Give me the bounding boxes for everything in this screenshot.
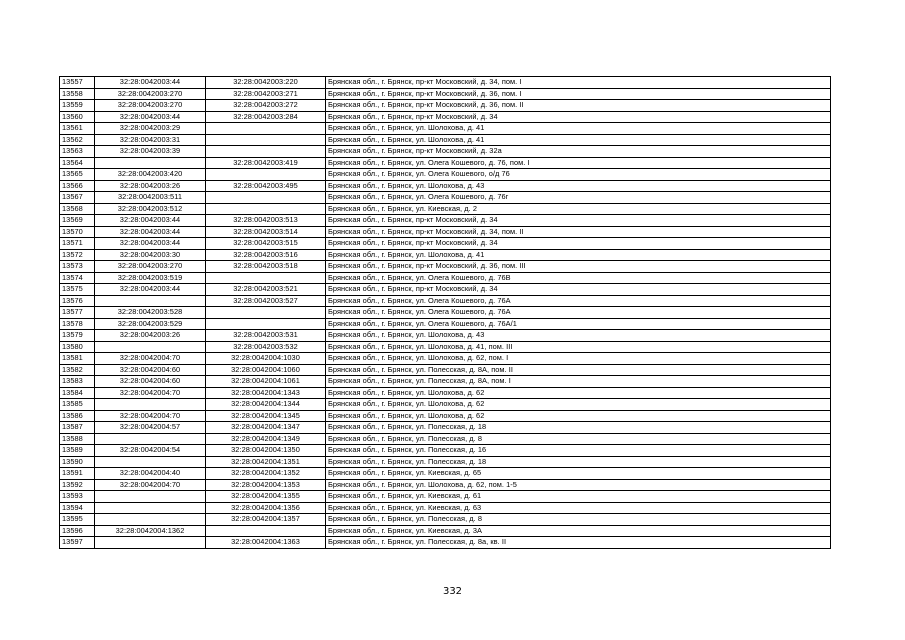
- address-cell: Брянская обл., г. Брянск, ул. Олега Кошевого, д. 76В: [326, 272, 831, 284]
- table-row: [60, 376, 831, 388]
- table-row: [60, 77, 831, 89]
- table-row: [60, 123, 831, 135]
- object-number-cell: 32:28:0042003:516: [206, 249, 326, 261]
- object-number-cell: 32:28:0042004:1344: [206, 399, 326, 411]
- parcel-number-cell: 32:28:0042003:29: [95, 123, 206, 135]
- parcel-number-cell: 32:28:0042003:512: [95, 203, 206, 215]
- object-number-cell: 32:28:0042003:518: [206, 261, 326, 273]
- address-cell: Брянская обл., г. Брянск, ул. Полесская, д. 16: [326, 445, 831, 457]
- object-number-cell: [206, 134, 326, 146]
- address-cell: Брянская обл., г. Брянск, ул. Полесская, д. 8: [326, 433, 831, 445]
- parcel-number-cell: [95, 514, 206, 526]
- row-number-cell: 13582: [60, 364, 95, 376]
- table-row: [60, 525, 831, 537]
- address-cell: Брянская обл., г. Брянск, ул. Шолохова, д. 41: [326, 134, 831, 146]
- parcel-number-cell: 32:28:0042003:44: [95, 215, 206, 227]
- row-number-cell: 13587: [60, 422, 95, 434]
- address-cell: Брянская обл., г. Брянск, ул. Киевская, д. 61: [326, 491, 831, 503]
- object-number-cell: 32:28:0042004:1352: [206, 468, 326, 480]
- row-number-cell: 13563: [60, 146, 95, 158]
- object-number-cell: 32:28:0042004:1343: [206, 387, 326, 399]
- object-number-cell: 32:28:0042003:515: [206, 238, 326, 250]
- table-row: [60, 387, 831, 399]
- row-number-cell: 13577: [60, 307, 95, 319]
- address-cell: Брянская обл., г. Брянск, ул. Шолохова, д. 43: [326, 330, 831, 342]
- parcel-number-cell: 32:28:0042004:60: [95, 364, 206, 376]
- parcel-number-cell: 32:28:0042003:44: [95, 284, 206, 296]
- table-row: [60, 100, 831, 112]
- row-number-cell: 13557: [60, 77, 95, 89]
- object-number-cell: 32:28:0042004:1347: [206, 422, 326, 434]
- row-number-cell: 13561: [60, 123, 95, 135]
- parcel-number-cell: 32:28:0042003:30: [95, 249, 206, 261]
- parcel-number-cell: 32:28:0042003:44: [95, 111, 206, 123]
- table-row: [60, 318, 831, 330]
- object-number-cell: [206, 318, 326, 330]
- row-number-cell: 13564: [60, 157, 95, 169]
- row-number-cell: 13586: [60, 410, 95, 422]
- address-cell: Брянская обл., г. Брянск, ул. Полесская, д. 8: [326, 514, 831, 526]
- object-number-cell: 32:28:0042004:1030: [206, 353, 326, 365]
- parcel-number-cell: 32:28:0042003:26: [95, 330, 206, 342]
- row-number-cell: 13570: [60, 226, 95, 238]
- address-cell: Брянская обл., г. Брянск, ул. Полесская, д. 8А, пом. II: [326, 364, 831, 376]
- object-number-cell: 32:28:0042003:532: [206, 341, 326, 353]
- page-number: 332: [442, 586, 463, 597]
- table-row: [60, 341, 831, 353]
- table-row: [60, 468, 831, 480]
- parcel-number-cell: 32:28:0042004:40: [95, 468, 206, 480]
- object-number-cell: 32:28:0042004:1356: [206, 502, 326, 514]
- address-cell: Брянская обл., г. Брянск, ул. Киевская, д. 2: [326, 203, 831, 215]
- parcel-number-cell: 32:28:0042004:70: [95, 353, 206, 365]
- address-cell: Брянская обл., г. Брянск, ул. Шолохова, д. 43: [326, 180, 831, 192]
- table-row: [60, 295, 831, 307]
- address-cell: Брянская обл., г. Брянск, пр-кт Московский, д. 34, пом. I: [326, 77, 831, 89]
- parcel-number-cell: 32:28:0042004:57: [95, 422, 206, 434]
- row-number-cell: 13580: [60, 341, 95, 353]
- row-number-cell: 13572: [60, 249, 95, 261]
- row-number-cell: 13590: [60, 456, 95, 468]
- parcel-number-cell: [95, 433, 206, 445]
- address-cell: Брянская обл., г. Брянск, ул. Олега Кошевого, д. 76А: [326, 307, 831, 319]
- row-number-cell: 13581: [60, 353, 95, 365]
- address-cell: Брянская обл., г. Брянск, ул. Шолохова, д. 62: [326, 410, 831, 422]
- table-row: [60, 502, 831, 514]
- object-number-cell: 32:28:0042003:271: [206, 88, 326, 100]
- row-number-cell: 13575: [60, 284, 95, 296]
- table-row: [60, 479, 831, 491]
- object-number-cell: 32:28:0042003:527: [206, 295, 326, 307]
- address-cell: Брянская обл., г. Брянск, ул. Олега Кошевого, д. 76, пом. I: [326, 157, 831, 169]
- address-cell: Брянская обл., г. Брянск, ул. Киевская, д. 3А: [326, 525, 831, 537]
- row-number-cell: 13596: [60, 525, 95, 537]
- parcel-number-cell: 32:28:0042004:70: [95, 479, 206, 491]
- address-cell: Брянская обл., г. Брянск, пр-кт Московский, д. 34: [326, 238, 831, 250]
- row-number-cell: 13558: [60, 88, 95, 100]
- table-row: [60, 364, 831, 376]
- table-row: [60, 157, 831, 169]
- row-number-cell: 13595: [60, 514, 95, 526]
- table-row: [60, 249, 831, 261]
- address-cell: Брянская обл., г. Брянск, пр-кт Московский, д. 32а: [326, 146, 831, 158]
- address-cell: Брянская обл., г. Брянск, пр-кт Московский, д. 36, пом. II: [326, 100, 831, 112]
- address-cell: Брянская обл., г. Брянск, ул. Шолохова, д. 62, пом. 1-5: [326, 479, 831, 491]
- object-number-cell: [206, 525, 326, 537]
- table-row: [60, 284, 831, 296]
- parcel-number-cell: [95, 456, 206, 468]
- object-number-cell: 32:28:0042004:1355: [206, 491, 326, 503]
- address-cell: Брянская обл., г. Брянск, ул. Шолохова, д. 41, пом. III: [326, 341, 831, 353]
- parcel-number-cell: 32:28:0042003:31: [95, 134, 206, 146]
- table-row: [60, 215, 831, 227]
- object-number-cell: [206, 272, 326, 284]
- object-number-cell: [206, 192, 326, 204]
- parcel-number-cell: [95, 537, 206, 549]
- parcel-number-cell: 32:28:0042003:529: [95, 318, 206, 330]
- table-row: [60, 491, 831, 503]
- parcel-number-cell: 32:28:0042003:26: [95, 180, 206, 192]
- address-cell: Брянская обл., г. Брянск, ул. Шолохова, д. 62, пом. I: [326, 353, 831, 365]
- parcel-number-cell: 32:28:0042003:39: [95, 146, 206, 158]
- object-number-cell: 32:28:0042004:1060: [206, 364, 326, 376]
- parcel-number-cell: 32:28:0042004:54: [95, 445, 206, 457]
- address-cell: Брянская обл., г. Брянск, ул. Олега Кошевого, д. 76А: [326, 295, 831, 307]
- parcel-number-cell: 32:28:0042004:70: [95, 410, 206, 422]
- object-number-cell: [206, 123, 326, 135]
- address-cell: Брянская обл., г. Брянск, пр-кт Московский, д. 34: [326, 284, 831, 296]
- table-row: [60, 238, 831, 250]
- parcel-number-cell: 32:28:0042003:270: [95, 100, 206, 112]
- address-cell: Брянская обл., г. Брянск, ул. Олега Кошевого, о/д 76: [326, 169, 831, 181]
- object-number-cell: 32:28:0042004:1351: [206, 456, 326, 468]
- object-number-cell: 32:28:0042003:513: [206, 215, 326, 227]
- table-row: [60, 537, 831, 549]
- object-number-cell: 32:28:0042004:1061: [206, 376, 326, 388]
- address-cell: Брянская обл., г. Брянск, ул. Полесская, д. 18: [326, 422, 831, 434]
- object-number-cell: 32:28:0042003:284: [206, 111, 326, 123]
- parcel-number-cell: [95, 491, 206, 503]
- object-number-cell: 32:28:0042004:1345: [206, 410, 326, 422]
- parcel-number-cell: 32:28:0042004:60: [95, 376, 206, 388]
- table-row: [60, 226, 831, 238]
- row-number-cell: 13592: [60, 479, 95, 491]
- row-number-cell: 13573: [60, 261, 95, 273]
- table-row: [60, 456, 831, 468]
- address-cell: Брянская обл., г. Брянск, ул. Полесская, д. 8А, пом. I: [326, 376, 831, 388]
- object-number-cell: 32:28:0042003:495: [206, 180, 326, 192]
- table-row: [60, 146, 831, 158]
- object-number-cell: 32:28:0042003:220: [206, 77, 326, 89]
- row-number-cell: 13579: [60, 330, 95, 342]
- parcel-number-cell: 32:28:0042003:44: [95, 238, 206, 250]
- parcel-number-cell: [95, 341, 206, 353]
- parcel-number-cell: 32:28:0042003:420: [95, 169, 206, 181]
- row-number-cell: 13584: [60, 387, 95, 399]
- row-number-cell: 13588: [60, 433, 95, 445]
- row-number-cell: 13571: [60, 238, 95, 250]
- row-number-cell: 13569: [60, 215, 95, 227]
- table-row: [60, 180, 831, 192]
- table-row: [60, 514, 831, 526]
- parcel-number-cell: 32:28:0042003:519: [95, 272, 206, 284]
- registry-table: [59, 76, 831, 549]
- object-number-cell: 32:28:0042003:419: [206, 157, 326, 169]
- table-row: [60, 111, 831, 123]
- table-row: [60, 134, 831, 146]
- table-row: [60, 192, 831, 204]
- table-row: [60, 422, 831, 434]
- row-number-cell: 13593: [60, 491, 95, 503]
- address-cell: Брянская обл., г. Брянск, ул. Полесская, д. 8а, кв. II: [326, 537, 831, 549]
- address-cell: Брянская обл., г. Брянск, ул. Киевская, д. 65: [326, 468, 831, 480]
- table-row: [60, 88, 831, 100]
- row-number-cell: 13567: [60, 192, 95, 204]
- row-number-cell: 13574: [60, 272, 95, 284]
- address-cell: Брянская обл., г. Брянск, пр-кт Московский, д. 34, пом. II: [326, 226, 831, 238]
- object-number-cell: 32:28:0042004:1349: [206, 433, 326, 445]
- row-number-cell: 13578: [60, 318, 95, 330]
- address-cell: Брянская обл., г. Брянск, ул. Шолохова, д. 62: [326, 387, 831, 399]
- table-row: [60, 169, 831, 181]
- parcel-number-cell: 32:28:0042003:270: [95, 261, 206, 273]
- address-cell: Брянская обл., г. Брянск, ул. Полесская, д. 18: [326, 456, 831, 468]
- parcel-number-cell: 32:28:0042003:511: [95, 192, 206, 204]
- object-number-cell: 32:28:0042004:1363: [206, 537, 326, 549]
- object-number-cell: [206, 203, 326, 215]
- row-number-cell: 13568: [60, 203, 95, 215]
- address-cell: Брянская обл., г. Брянск, пр-кт Московский, д. 36, пом. I: [326, 88, 831, 100]
- object-number-cell: [206, 169, 326, 181]
- row-number-cell: 13566: [60, 180, 95, 192]
- table-row: [60, 330, 831, 342]
- row-number-cell: 13597: [60, 537, 95, 549]
- row-number-cell: 13565: [60, 169, 95, 181]
- object-number-cell: 32:28:0042003:521: [206, 284, 326, 296]
- parcel-number-cell: [95, 295, 206, 307]
- parcel-number-cell: [95, 399, 206, 411]
- address-cell: Брянская обл., г. Брянск, пр-кт Московский, д. 36, пом. III: [326, 261, 831, 273]
- table-row: [60, 203, 831, 215]
- table-row: [60, 410, 831, 422]
- object-number-cell: 32:28:0042004:1357: [206, 514, 326, 526]
- registry-table-body: [60, 77, 831, 549]
- table-row: [60, 445, 831, 457]
- address-cell: Брянская обл., г. Брянск, ул. Олега Кошевого, д. 76г: [326, 192, 831, 204]
- table-row: [60, 353, 831, 365]
- address-cell: Брянская обл., г. Брянск, ул. Шолохова, д. 41: [326, 123, 831, 135]
- table-row: [60, 399, 831, 411]
- row-number-cell: 13559: [60, 100, 95, 112]
- row-number-cell: 13585: [60, 399, 95, 411]
- parcel-number-cell: 32:28:0042003:44: [95, 77, 206, 89]
- row-number-cell: 13589: [60, 445, 95, 457]
- object-number-cell: 32:28:0042004:1353: [206, 479, 326, 491]
- address-cell: Брянская обл., г. Брянск, ул. Шолохова, д. 41: [326, 249, 831, 261]
- parcel-number-cell: 32:28:0042004:1362: [95, 525, 206, 537]
- row-number-cell: 13576: [60, 295, 95, 307]
- object-number-cell: [206, 307, 326, 319]
- address-cell: Брянская обл., г. Брянск, ул. Киевская, д. 63: [326, 502, 831, 514]
- row-number-cell: 13560: [60, 111, 95, 123]
- address-cell: Брянская обл., г. Брянск, пр-кт Московский, д. 34: [326, 111, 831, 123]
- object-number-cell: [206, 146, 326, 158]
- table-row: [60, 272, 831, 284]
- row-number-cell: 13583: [60, 376, 95, 388]
- address-cell: Брянская обл., г. Брянск, ул. Олега Кошевого, д. 76А/1: [326, 318, 831, 330]
- object-number-cell: 32:28:0042003:514: [206, 226, 326, 238]
- address-cell: Брянская обл., г. Брянск, ул. Шолохова, д. 62: [326, 399, 831, 411]
- parcel-number-cell: 32:28:0042003:270: [95, 88, 206, 100]
- object-number-cell: 32:28:0042004:1350: [206, 445, 326, 457]
- parcel-number-cell: [95, 157, 206, 169]
- address-cell: Брянская обл., г. Брянск, пр-кт Московский, д. 34: [326, 215, 831, 227]
- object-number-cell: 32:28:0042003:531: [206, 330, 326, 342]
- table-row: [60, 433, 831, 445]
- parcel-number-cell: [95, 502, 206, 514]
- parcel-number-cell: 32:28:0042003:528: [95, 307, 206, 319]
- parcel-number-cell: 32:28:0042004:70: [95, 387, 206, 399]
- table-row: [60, 261, 831, 273]
- object-number-cell: 32:28:0042003:272: [206, 100, 326, 112]
- row-number-cell: 13562: [60, 134, 95, 146]
- row-number-cell: 13591: [60, 468, 95, 480]
- row-number-cell: 13594: [60, 502, 95, 514]
- table-row: [60, 307, 831, 319]
- parcel-number-cell: 32:28:0042003:44: [95, 226, 206, 238]
